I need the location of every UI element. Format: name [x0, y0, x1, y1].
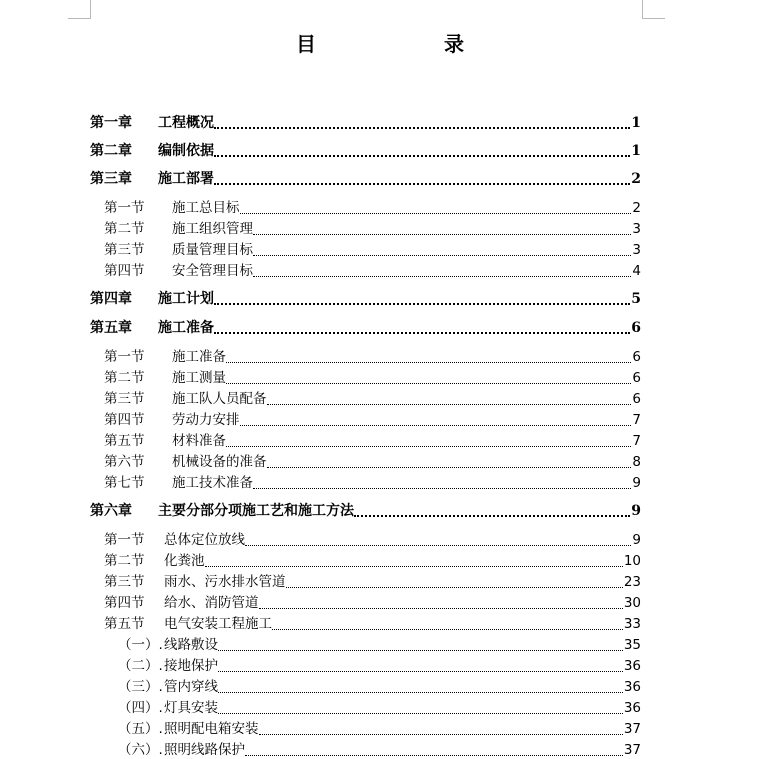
toc-dot-leader	[286, 573, 623, 591]
toc-entry-title: 施工总目标	[172, 200, 240, 216]
toc-dot-leader	[214, 114, 630, 132]
toc-entry-title: 管内穿线	[164, 679, 218, 695]
toc-title-right-char: 录	[444, 32, 464, 56]
toc-section-entry[interactable]	[104, 218, 641, 238]
toc-section-entry[interactable]	[104, 239, 641, 259]
toc-dot-leader	[272, 615, 623, 633]
toc-section-entry[interactable]	[104, 571, 641, 591]
toc-page-number: 36	[623, 658, 641, 674]
toc-entry-number: 第一章	[90, 114, 158, 132]
toc-section-entry[interactable]	[104, 346, 641, 366]
toc-dot-leader	[354, 502, 630, 520]
toc-entry-title: 给水、消防管道	[164, 595, 259, 611]
toc-page-number: 1	[631, 143, 641, 159]
toc-subsection-entry[interactable]	[118, 676, 641, 696]
toc-page-number: 2	[632, 200, 641, 216]
toc-page-number: 36	[623, 679, 641, 695]
toc-entry-number: 第三节	[104, 573, 164, 591]
toc-dot-leader	[267, 390, 632, 408]
toc-dot-leader	[218, 699, 623, 717]
toc-entry-number: 第四节	[104, 411, 172, 429]
toc-entry-number: 第三节	[104, 241, 172, 259]
toc-entry-title: 照明线路保护	[164, 742, 245, 758]
toc-section-entry[interactable]	[104, 197, 641, 217]
toc-section-entry[interactable]	[104, 613, 641, 633]
toc-entry-title: 电气安装工程施工	[164, 616, 272, 632]
toc-entry-title: 线路敷设	[164, 637, 218, 653]
page-corner-mark-left	[68, 0, 91, 19]
toc-title	[0, 28, 779, 54]
toc-entry-title: 材料准备	[172, 433, 226, 449]
toc-entry-title: 工程概况	[158, 115, 214, 131]
toc-entry-number: 第二章	[90, 142, 158, 160]
toc-dot-leader	[253, 474, 631, 492]
toc-entry-number: 第一节	[104, 531, 164, 549]
toc-subsection-entry[interactable]	[118, 739, 641, 759]
toc-entry-number: 第三节	[104, 390, 172, 408]
toc-entry-number: （二）.	[118, 658, 163, 674]
toc-dot-leader	[253, 262, 631, 280]
toc-page-number: 6	[632, 370, 641, 386]
toc-subsection-entry[interactable]	[118, 697, 641, 717]
toc-entry-number: 第七节	[104, 474, 172, 492]
toc-chapter-entry[interactable]	[90, 500, 641, 520]
toc-dot-leader	[214, 319, 630, 337]
toc-entry-title: 机械设备的准备	[172, 454, 267, 470]
toc-entry-number: 第三章	[90, 170, 158, 188]
toc-entry-number: 第五节	[104, 615, 164, 633]
toc-dot-leader	[245, 741, 623, 759]
toc-page-number: 1	[631, 115, 641, 131]
toc-entry-number: （一）.	[118, 637, 163, 653]
toc-dot-leader	[240, 199, 632, 217]
toc-page-number: 7	[632, 433, 641, 449]
toc-entry-number: 第二节	[104, 552, 164, 570]
toc-dot-leader	[245, 531, 631, 549]
toc-section-entry[interactable]	[104, 529, 641, 549]
toc-page-number: 8	[632, 454, 641, 470]
toc-dot-leader	[214, 290, 630, 308]
toc-page-number: 7	[632, 412, 641, 428]
toc-page-number: 37	[623, 742, 641, 758]
toc-entry-number: （六）.	[118, 742, 163, 758]
toc-subsection-entry[interactable]	[118, 634, 641, 654]
toc-title-left-char: 目	[296, 32, 316, 56]
toc-dot-leader	[259, 720, 623, 738]
toc-entry-number: 第五章	[90, 319, 158, 337]
toc-entry-number: 第二节	[104, 220, 172, 238]
toc-entry-title: 施工技术准备	[172, 475, 253, 491]
toc-entry-title: 施工部署	[158, 171, 214, 187]
toc-section-entry[interactable]	[104, 451, 641, 471]
toc-entry-title: 质量管理目标	[172, 242, 253, 258]
toc-page-number: 33	[623, 616, 641, 632]
toc-entry-title: 施工测量	[172, 370, 226, 386]
toc-dot-leader	[267, 453, 632, 471]
toc-section-entry[interactable]	[104, 550, 641, 570]
toc-entry-title: 施工准备	[158, 320, 214, 336]
toc-chapter-entry[interactable]	[90, 168, 641, 188]
toc-entry-number: 第六章	[90, 502, 158, 520]
toc-entry-number: 第四节	[104, 594, 164, 612]
toc-section-entry[interactable]	[104, 592, 641, 612]
toc-page-number: 30	[623, 595, 641, 611]
toc-dot-leader	[218, 678, 623, 696]
toc-page-number: 9	[631, 503, 641, 519]
toc-page-number: 23	[623, 574, 641, 590]
toc-dot-leader	[253, 241, 631, 259]
toc-dot-leader	[240, 411, 632, 429]
toc-chapter-entry[interactable]	[90, 317, 641, 337]
toc-entry-number: 第二节	[104, 369, 172, 387]
toc-entry-number: 第四节	[104, 262, 172, 280]
toc-entry-number: 第一节	[104, 199, 172, 217]
toc-dot-leader	[214, 170, 630, 188]
toc-dot-leader	[259, 594, 623, 612]
toc-chapter-entry[interactable]	[90, 288, 641, 308]
toc-entry-number: 第四章	[90, 290, 158, 308]
toc-section-entry[interactable]	[104, 472, 641, 492]
toc-page-number: 3	[632, 242, 641, 258]
toc-entry-number: （三）.	[118, 679, 163, 695]
toc-subsection-entry[interactable]	[118, 718, 641, 738]
toc-chapter-entry[interactable]	[90, 112, 641, 132]
toc-subsection-entry[interactable]	[118, 655, 641, 675]
toc-page-number: 9	[632, 475, 641, 491]
toc-entry-number: （五）.	[118, 721, 163, 737]
page-corner-mark-right	[642, 0, 665, 19]
toc-entry-title: 安全管理目标	[172, 263, 253, 279]
toc-section-entry[interactable]	[104, 367, 641, 387]
toc-page-number: 6	[631, 320, 641, 336]
toc-page-number: 4	[632, 263, 641, 279]
toc-section-entry[interactable]	[104, 430, 641, 450]
toc-page-number: 9	[632, 532, 641, 548]
toc-entry-title: 施工计划	[158, 291, 214, 307]
toc-entry-title: 劳动力安排	[172, 412, 240, 428]
toc-section-entry[interactable]	[104, 260, 641, 280]
toc-entry-title: 灯具安装	[164, 700, 218, 716]
toc-page-number: 5	[631, 291, 641, 307]
toc-entry-title: 编制依据	[158, 143, 214, 159]
toc-chapter-entry[interactable]	[90, 140, 641, 160]
toc-dot-leader	[226, 432, 631, 450]
toc-entry-title: 化粪池	[164, 553, 205, 569]
toc-entry-title: 主要分部分项施工艺和施工方法	[158, 503, 354, 519]
toc-dot-leader	[253, 220, 631, 238]
toc-page-number: 2	[631, 171, 641, 187]
toc-dot-leader	[218, 636, 623, 654]
toc-entry-title: 总体定位放线	[164, 532, 245, 548]
toc-page-number: 6	[632, 391, 641, 407]
toc-page-number: 10	[623, 553, 641, 569]
toc-entry-title: 施工队人员配备	[172, 391, 267, 407]
toc-dot-leader	[226, 369, 631, 387]
toc-section-entry[interactable]	[104, 388, 641, 408]
toc-dot-leader	[205, 552, 623, 570]
toc-entry-title: 施工准备	[172, 349, 226, 365]
toc-section-entry[interactable]	[104, 409, 641, 429]
toc-entry-title: 照明配电箱安装	[164, 721, 259, 737]
toc-page-number: 6	[632, 349, 641, 365]
toc-entry-title: 接地保护	[164, 658, 218, 674]
toc-page-number: 36	[623, 700, 641, 716]
toc-dot-leader	[218, 657, 623, 675]
toc-entry-number: 第一节	[104, 348, 172, 366]
toc-entry-title: 施工组织管理	[172, 221, 253, 237]
toc-page-number: 35	[623, 637, 641, 653]
toc-entry-number: （四）.	[118, 700, 163, 716]
toc-entry-title: 雨水、污水排水管道	[164, 574, 286, 590]
toc-entry-number: 第五节	[104, 432, 172, 450]
toc-dot-leader	[214, 142, 630, 160]
toc-entry-number: 第六节	[104, 453, 172, 471]
toc-dot-leader	[226, 348, 631, 366]
toc-page-number: 37	[623, 721, 641, 737]
toc-page-number: 3	[632, 221, 641, 237]
